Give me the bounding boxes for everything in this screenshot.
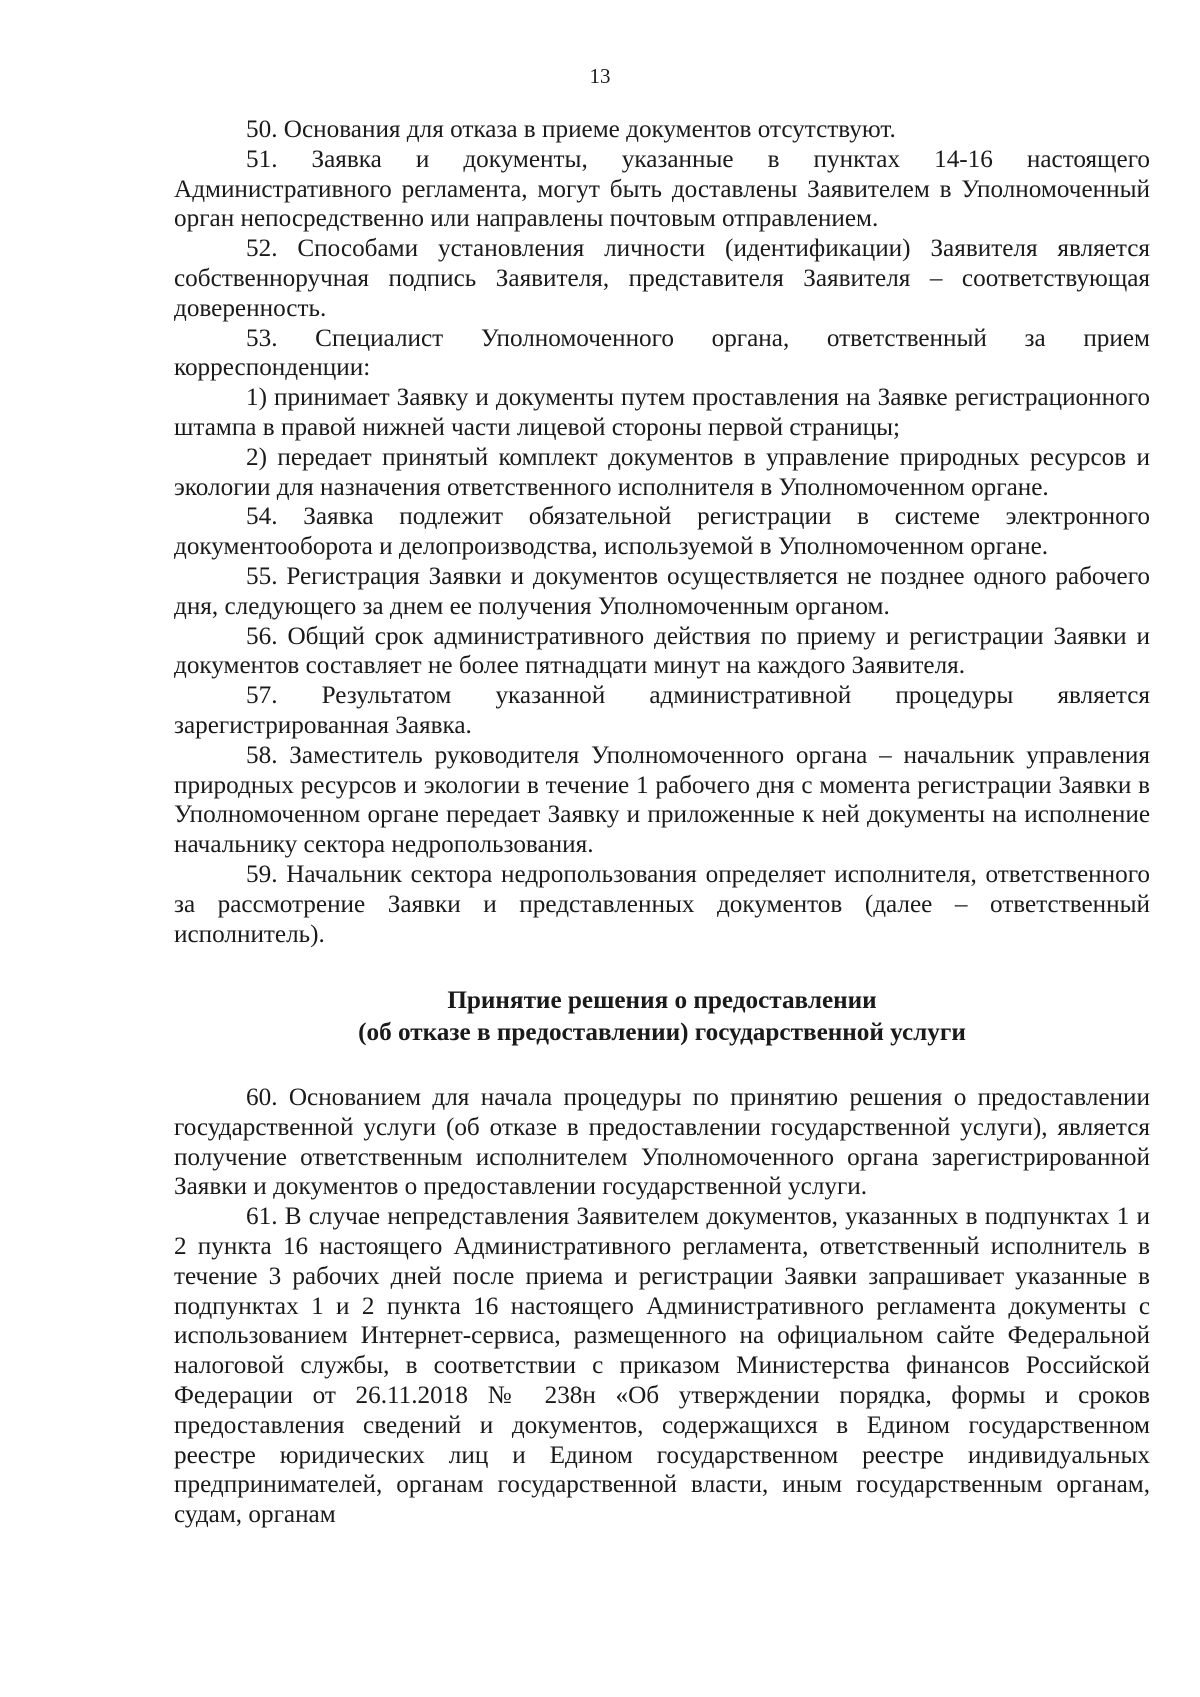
paragraph-52: 52. Способами установления личности (идентификации) Заявителя является собственноручная подпись Заявителя, представителя Заявителя – соответствующая доверенность. (174, 235, 1150, 322)
document-body-part-2 (174, 1083, 1150, 1530)
section-heading (174, 985, 1150, 1049)
paragraph-56: 56. Общий срок административного действия по приему и регистрации Заявки и документов составляет не более пятнадцати минут на каждого Заявителя. (174, 622, 1150, 680)
paragraph-53-item-2: 2) передает принятый комплект документов в управление природных ресурсов и экологии для назначения ответственного исполнителя в Уполномоченном органе. (174, 443, 1150, 501)
paragraph-58: 58. Заместитель руководителя Уполномоченного органа – начальник управления природных ресурсов и экологии в течение 1 рабочего дня с момента регистрации Заявки в Уполномоченном органе передает Заявку и приложенные к ней документы на исполнение начальнику сектора недропользования. (174, 741, 1150, 859)
section-heading-line-2: (об отказе в предоставлении) государственной услуги (358, 1019, 966, 1046)
paragraph-53: 53. Специалист Уполномоченного органа, ответственный за прием корреспонденции: (174, 324, 1150, 382)
paragraph-60: 60. Основанием для начала процедуры по принятию решения о предоставлении государственной услуги (об отказе в предоставлении государственной услуги), является получение ответственным исполнителем Уполномоченного органа зарегистрированной Заявки и документов о предоставлении государственной услуги. (174, 1084, 1150, 1201)
paragraph-59: 59. Начальник сектора недропользования определяет исполнителя, ответственного за рассмотрение Заявки и представленных документов (далее – ответственный исполнитель). (174, 860, 1150, 948)
paragraph-55: 55. Регистрация Заявки и документов осуществляется не позднее одного рабочего дня, следующего за днем ее получения Уполномоченным органом. (174, 562, 1150, 620)
paragraph-53-item-1: 1) принимает Заявку и документы путем проставления на Заявке регистрационного штампа в правой нижней части лицевой стороны первой страницы; (174, 384, 1150, 441)
paragraph-50: 50. Основания для отказа в приеме документов отсутствуют. (246, 116, 896, 143)
section-heading-line-1: Принятие решения о предоставлении (447, 987, 877, 1014)
paragraph-61: 61. В случае непредставления Заявителем документов, указанных в подпунктах 1 и 2 пункта 16 настоящего Административного регламента, ответственный исполнитель в течение 3 рабочих дней после приема и регистрации Заявки запрашивает указанные в подпунктах 1 и 2 пункта 16 настоящего Административного регламента документы с использованием Интернет-сервиса, размещенного на официальном сайте Федеральной налоговой службы, в соответствии с приказом Министерства финансов Российской Федерации от 26.11.2018 № 238н «Об утверждении порядка, формы и сроков предоставления сведений и документов, содержащихся в Едином государственном реестре юридических лиц и Едином государственном реестре индивидуальных предпринимателей, органам государственной власти, иным государственным органам, судам, органам (174, 1203, 1150, 1529)
paragraph-54: 54. Заявка подлежит обязательной регистрации в системе электронного документооборота и делопроизводства, используемой в Уполномоченном органе. (174, 503, 1150, 561)
document-body-part-1 (174, 115, 1150, 949)
page-number: 13 (589, 64, 611, 88)
paragraph-51: 51. Заявка и документы, указанные в пунктах 14-16 настоящего Административного регламента, могут быть доставлены Заявителем в Уполномоченный орган непосредственно или направлены почтовым отправлением. (174, 145, 1150, 233)
paragraph-57: 57. Результатом указанной административной процедуры является зарегистрированная Заявка. (174, 682, 1150, 739)
